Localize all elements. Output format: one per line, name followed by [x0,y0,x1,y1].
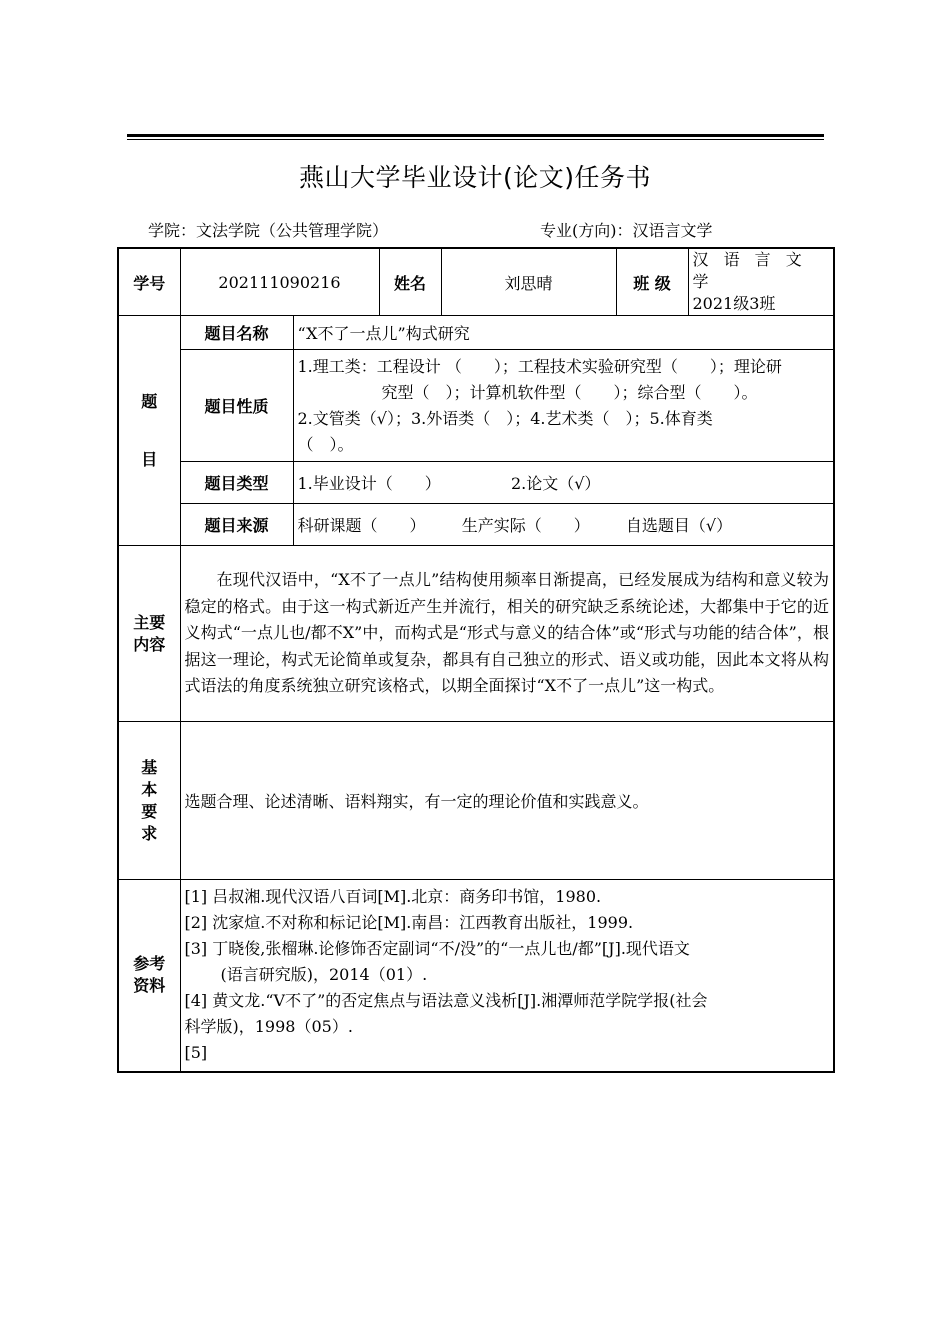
topic-name-row [118,316,834,350]
reference-item-continued: 科学版)，1998（05）. [184,1017,353,1036]
topic-type [293,462,834,504]
class-line-1: 汉 语 言 文 学 [692,250,807,291]
topic-type-row [118,462,834,504]
topic-section-label [118,316,180,546]
references-label [118,880,180,1072]
reference-item: [5] [184,1043,208,1062]
document-title: 燕山大学毕业设计(论文)任务书 [298,163,651,192]
reference-item-continued: (语言研究版)，2014（01）. [220,965,428,984]
source-option-2: 生产实际（ ） [461,516,590,535]
topic-name-label: 题目名称 [180,316,293,350]
references-row [118,880,834,1072]
reference-item: [4] 黄文龙.“V不了”的否定焦点与语法意义浅析[J].湘潭师范学院学报(社会 [184,991,708,1010]
student-name-label: 姓名 [379,248,441,316]
requirements-label-char-3: 要 [141,801,158,821]
requirements-label-char-1: 基 [141,757,158,777]
topic-source-row [118,504,834,546]
top-rule-thin [127,139,824,140]
references-label-1: 参考 [133,954,166,974]
class-value [688,248,834,316]
content-label-2: 内容 [133,634,166,654]
content-text-cell [180,546,834,722]
reference-item: [2] 沈家煊.不对称和标记论[M].南昌：江西教育出版社，1999. [184,913,634,932]
reference-item: [1] 吕叔湘.现代汉语八百词[M].北京：商务印书馆，1980. [184,887,602,906]
content-label-1: 主要 [133,612,166,632]
nature-line-4: （ ）。 [297,434,354,454]
references-list [180,880,834,1072]
nature-line-3: 2.文管类（√）；3.外语类（ ）；4.艺术类（ ）；5.体育类 [297,408,713,428]
nature-line-1: 1.理工类：工程设计 （ ）；工程技术实验研究型（ ）；理论研 [297,356,782,376]
source-option-3: 自选题目（√） [625,516,733,535]
class-line-2: 2021级3班 [692,294,776,313]
reference-item: [3] 丁晓俊,张榴琳.论修饰否定副词“不/没”的“一点儿也/都”[J].现代语文 [184,939,690,958]
topic-name: “X不了一点儿”构式研究 [293,316,834,350]
requirements-label-char-4: 求 [141,823,158,843]
nature-line-2: 究型（ ）；计算机软件型（ ）；综合型（ ）。 [381,382,758,402]
requirements-row [118,722,834,880]
topic-nature [293,350,834,462]
top-rule [127,134,824,137]
topic-source-label: 题目来源 [180,504,293,546]
content-text: 在现代汉语中，“X不了一点儿”结构使用频率日渐提高，已经发展成为结构和意义较为稳定的格式。由于这一构式新近产生并流行，相关的研究缺乏系统论述，大都集中于它的近义构式“一点儿也/都不X”中，而构式是“形式与意义的结合体”或“形式与功能的结合体”，根据这一理论，构式无论简单或复杂，都具有自己独立的形式、语义或功能，因此本文将从构式语法的角度系统独立研究该格式，以期全面探讨“X不了一点儿”这一构式。 [184,570,829,696]
topic-source [293,504,834,546]
requirements-label-char-2: 本 [141,779,158,799]
student-id-label: 学号 [118,248,180,316]
task-table [117,247,835,1073]
topic-label-char-1: 题 [141,391,158,411]
topic-type-label: 题目类型 [180,462,293,504]
class-label: 班 级 [616,248,688,316]
content-label [118,546,180,722]
major-field: 专业(方向)：汉语言文学 [540,221,713,240]
student-id: 202111090216 [180,248,379,316]
content-row [118,546,834,722]
student-name: 刘思晴 [441,248,616,316]
references-label-2: 资料 [133,976,166,996]
type-option-2: 2.论文（√） [510,474,601,493]
type-option-1: 1.毕业设计（ ） [297,474,441,493]
requirements-label [118,722,180,880]
topic-nature-row [118,350,834,462]
topic-label-char-2: 目 [141,449,158,469]
student-row [118,248,834,316]
requirements-text: 选题合理、论述清晰、语料翔实，有一定的理论价值和实践意义。 [180,722,834,880]
topic-nature-label: 题目性质 [180,350,293,462]
college-field: 学院：文法学院（公共管理学院） [148,221,389,240]
source-option-1: 科研课题（ ） [297,516,426,535]
